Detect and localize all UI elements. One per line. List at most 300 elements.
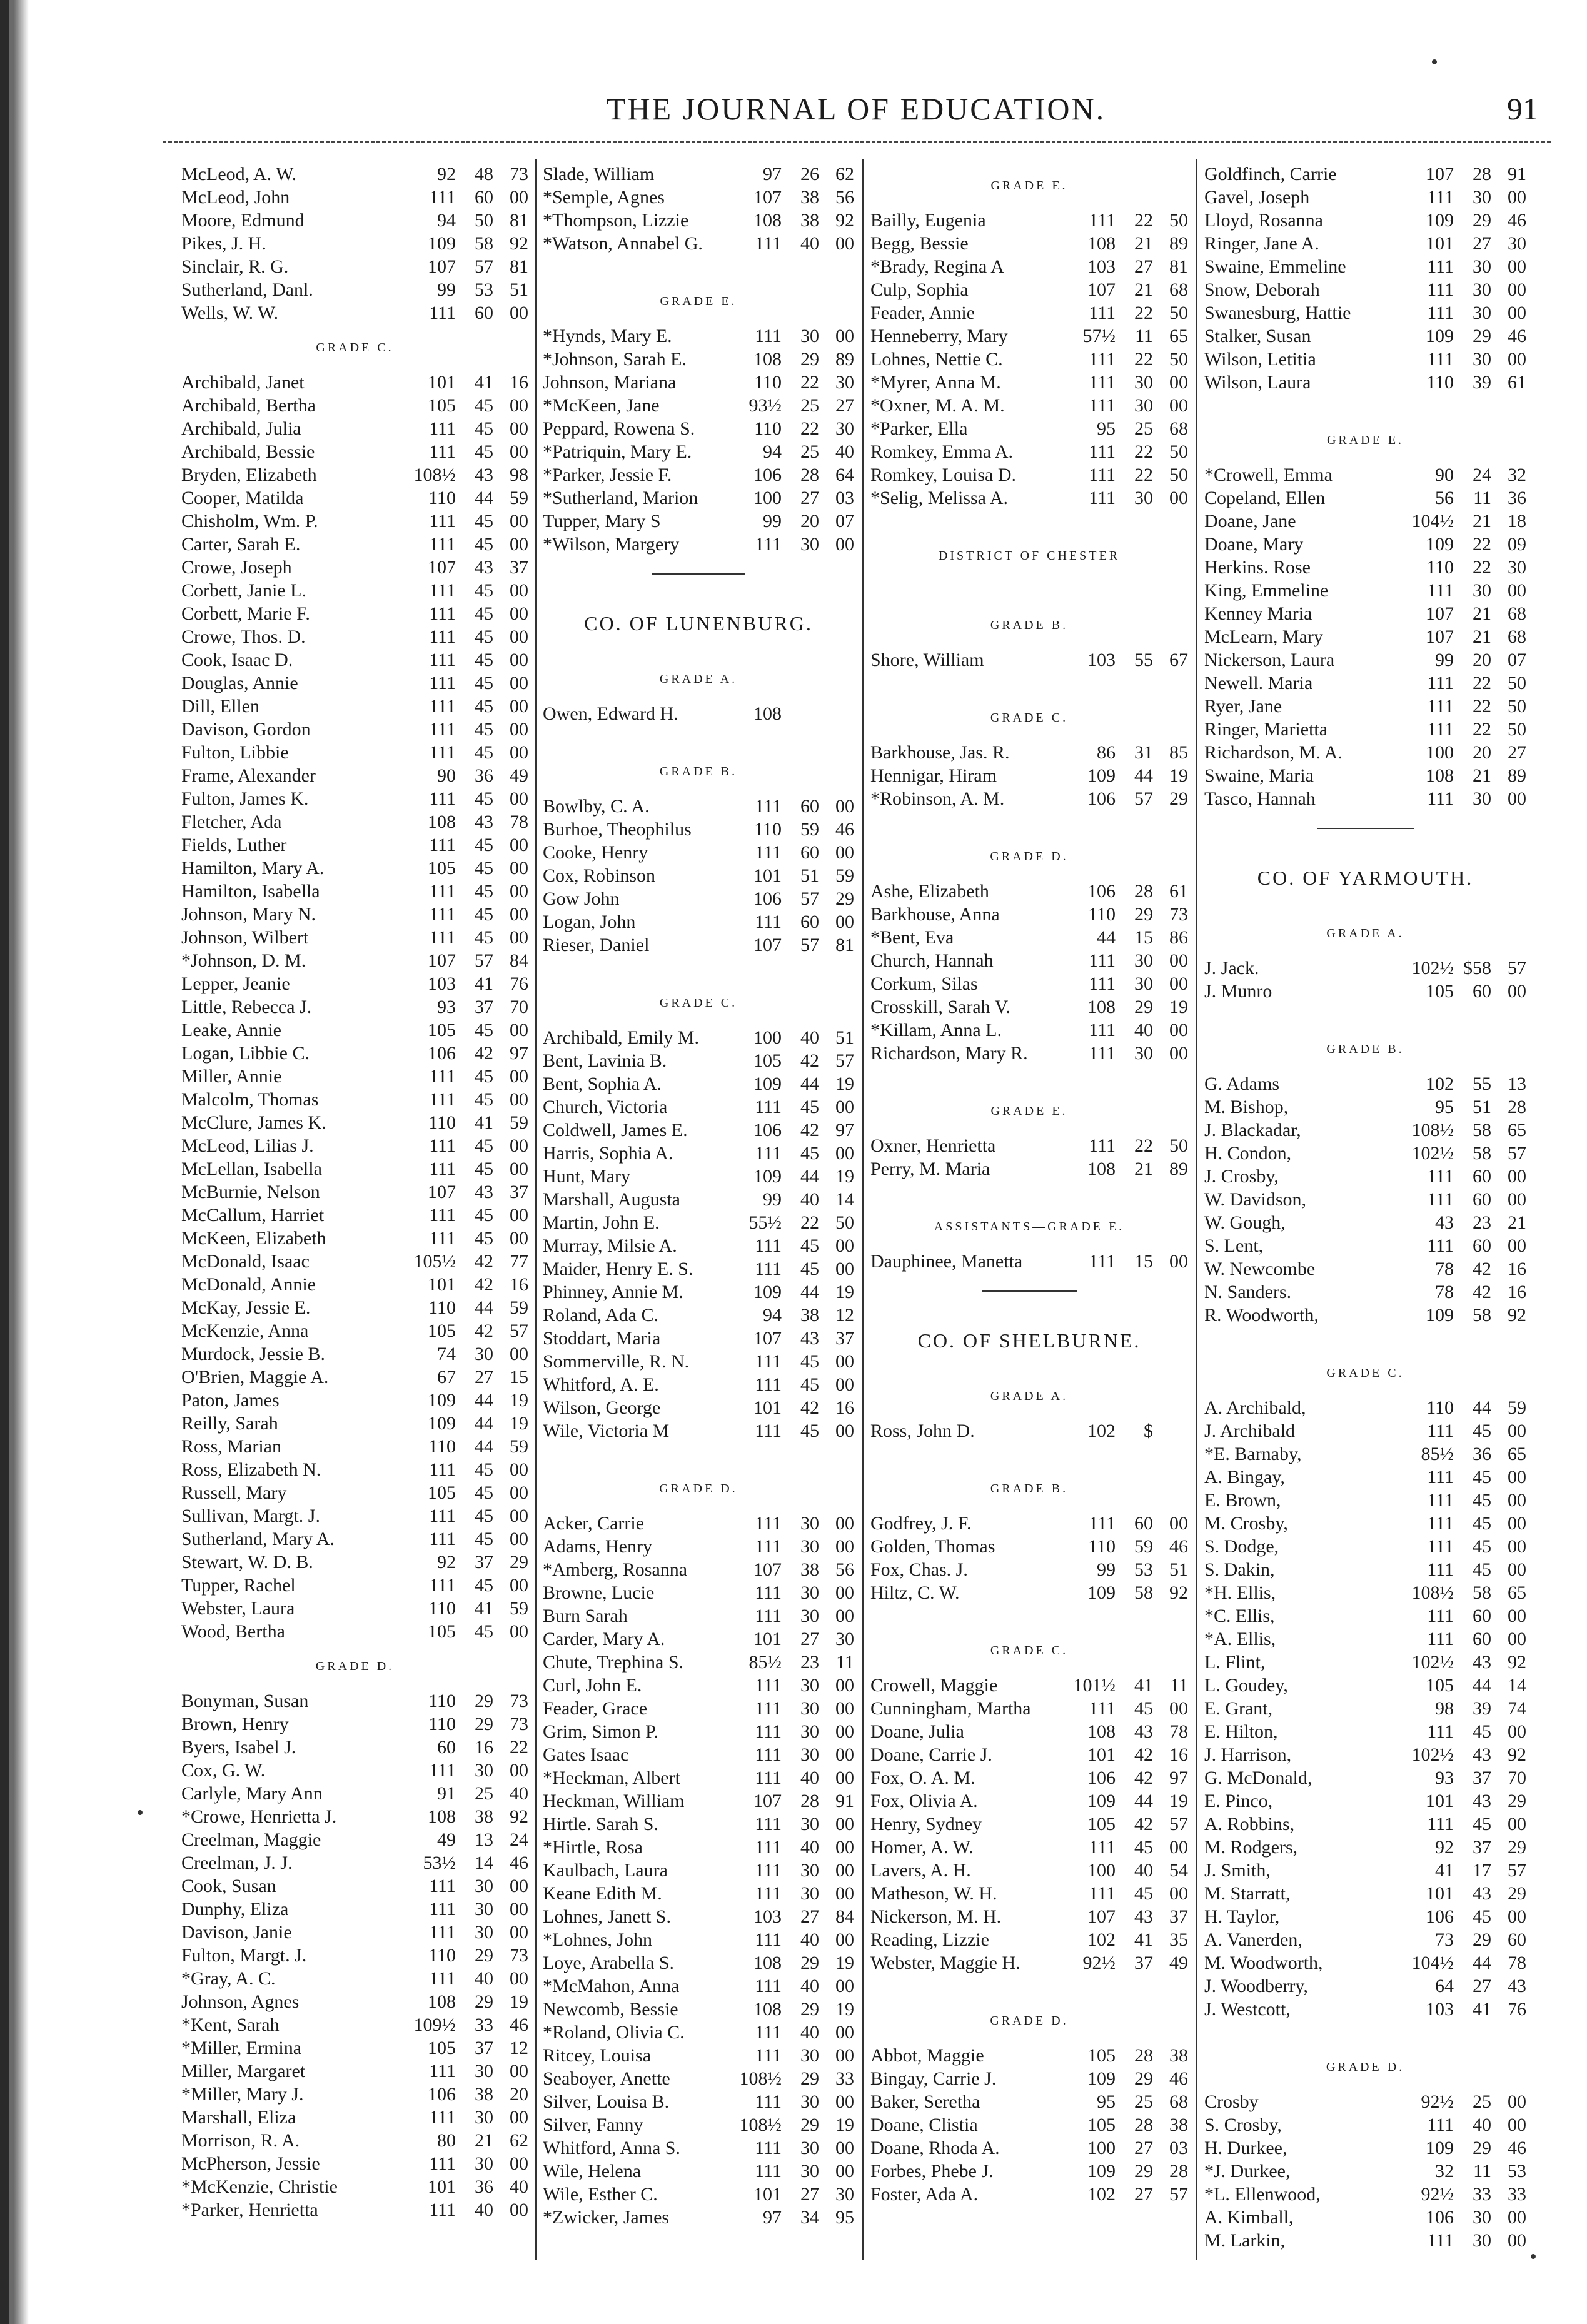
marks: 107 (428, 950, 456, 971)
grant-dollars: 29 (1473, 326, 1491, 346)
marks: 111 (755, 2138, 782, 2158)
student-name: Feader, Annie (870, 303, 975, 323)
list-item (181, 949, 528, 972)
grant-dollars: 45 (475, 1482, 493, 1503)
grant-dollars: 30 (800, 1513, 819, 1534)
grant-dollars: 29 (800, 349, 819, 370)
student-name: E. Grant, (1204, 1698, 1273, 1719)
grant-dollars: 15 (1134, 927, 1153, 948)
list-item (870, 2090, 1188, 2113)
student-name: *Parker, Ella (870, 418, 968, 439)
grant-dollars: 44 (475, 1297, 493, 1318)
grant-dollars: 22 (800, 1212, 819, 1233)
spacer (543, 725, 854, 748)
grant-cents: 32 (1508, 465, 1526, 485)
list-item (1204, 1257, 1526, 1280)
spacer (1204, 1003, 1526, 1026)
marks: 55½ (748, 1212, 782, 1233)
grant-cents: 00 (510, 673, 528, 693)
marks: 109 (1426, 326, 1454, 346)
student-name: *Patriquin, Mary E. (543, 441, 692, 462)
student-name: Richardson, Mary R. (870, 1043, 1028, 1064)
marks: 111 (429, 2061, 456, 2081)
marks: 85½ (748, 1652, 782, 1673)
grant-dollars: 20 (1473, 742, 1491, 763)
marks: 111 (429, 1529, 456, 1549)
marks: 106 (1087, 881, 1116, 902)
student-name: Dunphy, Eliza (181, 1899, 289, 1919)
student-name: Tasco, Hannah (1204, 788, 1316, 809)
grant-cents: 78 (510, 812, 528, 832)
marks: 100 (1426, 742, 1454, 763)
grant-dollars: 53 (1134, 1559, 1153, 1580)
student-name: Cox, G. W. (181, 1760, 266, 1781)
grant-dollars: 30 (1134, 395, 1153, 416)
grant-cents: 50 (835, 1212, 854, 1233)
student-name: Burn Sarah (543, 1606, 628, 1626)
grant-cents: 68 (1169, 279, 1188, 300)
list-item (181, 232, 528, 255)
student-name: Fox, Chas. J. (870, 1559, 968, 1580)
marks: 57½ (1082, 326, 1116, 346)
grant-dollars: 30 (800, 1606, 819, 1626)
student-name: Carder, Mary A. (543, 1629, 665, 1649)
list-item (1204, 1535, 1526, 1558)
grant-cents: 57 (1508, 958, 1526, 978)
list-item (1204, 579, 1526, 602)
marks: 106 (1426, 1906, 1454, 1927)
grant-cents: 00 (510, 534, 528, 555)
student-name: Douglas, Annie (181, 673, 298, 693)
grant-cents: 00 (835, 1582, 854, 1603)
student-name: J. Munro (1204, 981, 1272, 1002)
grade-heading: GRADE D. (1326, 2060, 1405, 2074)
marks: 111 (429, 511, 456, 531)
grant-cents: 46 (835, 819, 854, 840)
student-name: Hamilton, Isabella (181, 881, 320, 902)
grant-dollars: 30 (800, 1744, 819, 1765)
list-item (1204, 1512, 1526, 1535)
grant-dollars: 29 (1473, 2138, 1491, 2158)
grant-dollars: 45 (800, 1374, 819, 1395)
grant-dollars: 60 (475, 187, 493, 208)
list-item (1204, 556, 1526, 579)
grant-cents: 19 (1169, 1791, 1188, 1811)
list-item (870, 1789, 1188, 1813)
student-name: Burhoe, Theophilus (543, 819, 692, 840)
marks: 111 (755, 2091, 782, 2112)
grant-cents: 30 (835, 1629, 854, 1649)
grant-dollars: 59 (800, 819, 819, 840)
marks: 111 (755, 1976, 782, 1996)
marks: 111 (429, 1899, 456, 1919)
marks: 111 (429, 881, 456, 902)
list-item (181, 1319, 528, 1342)
spacer (870, 1974, 1188, 1998)
grant-dollars: 58 (1473, 1143, 1491, 1164)
grant-dollars: 41 (475, 1112, 493, 1133)
grant-cents: 73 (510, 164, 528, 184)
marks: 111 (755, 1582, 782, 1603)
marks: 105 (753, 1050, 782, 1071)
grant-cents: 00 (510, 2061, 528, 2081)
student-name: Newcomb, Bessie (543, 1999, 678, 2020)
list-item (1204, 1119, 1526, 1142)
grant-dollars: 24 (1473, 465, 1491, 485)
student-name: Ross, Marian (181, 1436, 281, 1457)
student-name: *Selig, Melissa A. (870, 488, 1009, 508)
grant-dollars: 45 (475, 673, 493, 693)
student-name: Keane Edith M. (543, 1883, 662, 1904)
student-name: Sutherland, Danl. (181, 279, 313, 300)
grade-heading: GRADE D. (315, 1659, 395, 1673)
grant-cents: 00 (835, 2161, 854, 2181)
grant-dollars: 45 (475, 441, 493, 462)
list-item (181, 1342, 528, 1366)
student-name: N. Sanders. (1204, 1282, 1292, 1302)
grant-cents: 13 (1508, 1074, 1526, 1094)
grant-dollars: 29 (475, 1691, 493, 1711)
marks: 111 (1089, 973, 1116, 994)
student-name: *Crowe, Henrietta J. (181, 1806, 337, 1827)
list-item (1204, 764, 1526, 787)
grant-dollars: 30 (1473, 2230, 1491, 2251)
grant-cents: 16 (1169, 1744, 1188, 1765)
grant-cents: 00 (835, 1097, 854, 1117)
list-item (1204, 463, 1526, 486)
student-name: W. Gough, (1204, 1212, 1286, 1233)
student-name: Carter, Sarah E. (181, 534, 301, 555)
marks: 103 (428, 973, 456, 994)
list-item (181, 1111, 528, 1134)
grant-dollars: 30 (800, 2091, 819, 2112)
marks: 106 (1087, 788, 1116, 809)
marks: 111 (429, 2200, 456, 2220)
student-name: Dill, Ellen (181, 696, 259, 717)
marks: 111 (1427, 1559, 1454, 1580)
grant-dollars: 42 (475, 1274, 493, 1295)
student-name: Grim, Simon P. (543, 1721, 659, 1742)
marks: 111 (1089, 1513, 1116, 1534)
grade-heading: GRADE E. (660, 294, 737, 308)
marks: 111 (1089, 1251, 1116, 1272)
grant-dollars: 30 (475, 2061, 493, 2081)
student-name: Bryden, Elizabeth (181, 465, 317, 485)
grant-cents: 00 (510, 1968, 528, 1989)
grant-cents: 00 (835, 1721, 854, 1742)
marks: 111 (755, 2045, 782, 2066)
student-name: *Killam, Anna L. (870, 1020, 1002, 1040)
grant-dollars: 45 (800, 1143, 819, 1164)
column-divider (862, 159, 864, 2260)
student-name: Kenney Maria (1204, 603, 1312, 624)
marks: 100 (1087, 1860, 1116, 1881)
grant-dollars: 21 (1134, 279, 1153, 300)
list-item (181, 833, 528, 857)
student-name: Swaine, Emmeline (1204, 256, 1346, 277)
grade-heading: GRADE E. (990, 179, 1068, 193)
marks: 111 (1427, 719, 1454, 740)
student-name: Shore, William (870, 650, 984, 670)
grant-dollars: 30 (1473, 2207, 1491, 2228)
student-name: Ringer, Marietta (1204, 719, 1328, 740)
student-name: Snow, Deborah (1204, 279, 1320, 300)
grant-dollars: 22 (1134, 210, 1153, 231)
marks: 102½ (1411, 1143, 1454, 1164)
marks: 111 (755, 1860, 782, 1881)
grant-cents: 27 (1508, 742, 1526, 763)
list-item (1204, 1211, 1526, 1234)
grant-dollars: 60 (800, 842, 819, 863)
student-name: Russell, Mary (181, 1482, 287, 1503)
student-name: Godfrey, J. F. (870, 1513, 972, 1534)
student-name: Corbett, Janie L. (181, 580, 306, 601)
grant-dollars: 27 (1134, 256, 1153, 277)
list-item (543, 910, 854, 933)
list-item (1204, 787, 1526, 810)
grant-dollars: 21 (475, 2130, 493, 2151)
marks: 111 (1427, 187, 1454, 208)
list-item (1204, 1905, 1526, 1928)
student-name: Stewart, W. D. B. (181, 1552, 313, 1572)
marks: 105 (428, 1621, 456, 1642)
marks: 100 (753, 1027, 782, 1048)
grant-cents: 00 (835, 2091, 854, 2112)
student-name: Swaine, Maria (1204, 765, 1314, 786)
grant-cents: 00 (1508, 1721, 1526, 1742)
ink-speck (138, 1810, 143, 1815)
student-name: Heckman, William (543, 1791, 685, 1811)
marks: 111 (1427, 303, 1454, 323)
column-3 (870, 163, 1188, 2206)
student-name: Leake, Annie (181, 1020, 281, 1040)
grant-cents: 00 (1508, 349, 1526, 370)
grant-cents: 00 (510, 1506, 528, 1526)
list-item (543, 1396, 854, 1419)
spacer (1204, 2021, 1526, 2044)
list-item (543, 1512, 854, 1535)
list-item (181, 2175, 528, 2198)
marks: 103 (1426, 1999, 1454, 2020)
grade-heading: GRADE A. (659, 672, 738, 686)
marks: 101 (753, 865, 782, 886)
list-item (1204, 2136, 1526, 2160)
student-name: Cunningham, Martha (870, 1698, 1031, 1719)
grant-dollars: 58 (1134, 1582, 1153, 1603)
marks: 111 (1427, 1513, 1454, 1534)
grant-cents: 00 (1508, 1536, 1526, 1557)
grant-dollars: 38 (800, 210, 819, 231)
marks: 111 (1089, 349, 1116, 370)
grade-heading: GRADE E. (1326, 433, 1404, 447)
list-item (1204, 602, 1526, 625)
student-name: A. Bingay, (1204, 1467, 1285, 1487)
student-name: Newell. Maria (1204, 673, 1313, 693)
grant-dollars: 44 (475, 488, 493, 508)
grant-dollars: 30 (1134, 488, 1153, 508)
student-name: Curl, John E. (543, 1675, 642, 1696)
student-name: Copeland, Ellen (1204, 488, 1326, 508)
grant-dollars: 42 (800, 1120, 819, 1140)
grant-cents: 00 (835, 2022, 854, 2043)
student-name: J. Archibald (1204, 1421, 1295, 1441)
student-name: *McMahon, Anna (543, 1976, 680, 1996)
student-name: Slade, William (543, 164, 655, 184)
student-name: M. Rodgers, (1204, 1837, 1298, 1858)
grant-dollars: 45 (800, 1421, 819, 1441)
student-name: Davison, Gordon (181, 719, 311, 740)
student-name: Matheson, W. H. (870, 1883, 997, 1904)
student-name: Doane, Jane (1204, 511, 1296, 531)
grant-dollars: 45 (1473, 1906, 1491, 1927)
grant-dollars: 38 (475, 1806, 493, 1827)
student-name: McKay, Jessie E. (181, 1297, 311, 1318)
list-item (543, 1280, 854, 1304)
marks: 93 (1435, 1768, 1454, 1788)
marks: 105 (1426, 981, 1454, 1002)
list-item (870, 972, 1188, 995)
list-item (543, 1188, 854, 1211)
marks: 108 (1426, 765, 1454, 786)
student-name: *Parker, Jessie F. (543, 465, 672, 485)
grant-dollars: 22 (800, 372, 819, 393)
grant-dollars: 37 (475, 2038, 493, 2058)
student-name: L. Flint, (1204, 1652, 1266, 1673)
grant-dollars: 40 (475, 1968, 493, 1989)
grant-dollars: 22 (1473, 557, 1491, 578)
marks: 110 (428, 488, 456, 508)
list-item (543, 348, 854, 371)
list-item (181, 1481, 528, 1504)
grant-cents: 00 (510, 1205, 528, 1225)
grant-dollars: 51 (800, 865, 819, 886)
student-name: Moore, Edmund (181, 210, 305, 231)
list-item (543, 1558, 854, 1581)
grant-cents: 33 (835, 2068, 854, 2089)
student-name: *Roland, Olivia C. (543, 2022, 685, 2043)
grant-cents: 14 (1508, 1675, 1526, 1696)
grant-cents: 00 (510, 650, 528, 670)
grant-cents: 00 (510, 1459, 528, 1480)
student-name: A. Archibald, (1204, 1397, 1306, 1418)
grant-dollars: 38 (800, 1559, 819, 1580)
list-item (543, 371, 854, 394)
grant-dollars: 27 (1134, 2138, 1153, 2158)
grant-cents: 00 (510, 1621, 528, 1642)
grant-cents: 40 (510, 1783, 528, 1804)
list-item (870, 903, 1188, 926)
list-item (543, 2067, 854, 2090)
grant-dollars: $ (1144, 1421, 1153, 1441)
list-item (181, 440, 528, 463)
grant-dollars: 30 (800, 1860, 819, 1881)
list-item (543, 1026, 854, 1049)
grant-cents (819, 702, 854, 725)
grant-cents: 09 (1508, 534, 1526, 555)
grade-heading: GRADE C. (990, 711, 1069, 725)
grant-cents: 36 (1508, 488, 1526, 508)
grant-dollars: 43 (475, 812, 493, 832)
grant-dollars: 42 (475, 1320, 493, 1341)
grant-dollars: 27 (800, 1906, 819, 1927)
grant-dollars: 21 (1473, 511, 1491, 531)
grant-dollars: 60 (1134, 1513, 1153, 1534)
list-item (870, 1859, 1188, 1882)
grant-dollars: 37 (1473, 1837, 1491, 1858)
grant-dollars: 38 (800, 1305, 819, 1325)
marks: 100 (1087, 2138, 1116, 2158)
list-item (1204, 1234, 1526, 1257)
grant-cents: 19 (510, 1991, 528, 2012)
marks: 90 (1435, 465, 1454, 485)
grant-cents: 46 (1508, 2138, 1526, 2158)
marks: 111 (1427, 279, 1454, 300)
list-item (870, 1512, 1188, 1535)
list-item (181, 1019, 528, 1042)
marks: 111 (1427, 1814, 1454, 1834)
grant-cents: 00 (510, 395, 528, 416)
student-name: Browne, Lucie (543, 1582, 655, 1603)
grant-cents: 35 (1169, 1929, 1188, 1950)
marks: 105 (428, 1482, 456, 1503)
list-item (1204, 718, 1526, 741)
list-item (1204, 2160, 1526, 2183)
grant-cents: 00 (835, 2045, 854, 2066)
grant-cents: 81 (835, 935, 854, 955)
grant-cents: 00 (510, 881, 528, 902)
student-name: Adams, Henry (543, 1536, 652, 1557)
student-name: *Myrer, Anna M. (870, 372, 1001, 393)
grant-dollars: 45 (1473, 1421, 1491, 1441)
grant-cents: 00 (835, 1143, 854, 1164)
grant-dollars: 29 (1134, 904, 1153, 925)
grant-dollars: 25 (800, 441, 819, 462)
student-name: S. Crosby, (1204, 2115, 1282, 2135)
marks: 105 (1087, 2045, 1116, 2066)
marks: 109 (1087, 1791, 1116, 1811)
grant-dollars: 45 (475, 1089, 493, 1110)
list-item (1204, 648, 1526, 672)
grant-dollars: 26 (800, 164, 819, 184)
list-item (1204, 1466, 1526, 1489)
list-item (543, 1119, 854, 1142)
list-item (1204, 486, 1526, 510)
grant-dollars: 44 (1473, 1397, 1491, 1418)
student-name: King, Emmeline (1204, 580, 1329, 601)
student-name: *Lohnes, John (543, 1929, 652, 1950)
list-item (543, 1905, 854, 1928)
grant-dollars: 44 (1473, 1953, 1491, 1973)
list-item (1204, 1558, 1526, 1581)
grant-cents: 50 (1508, 673, 1526, 693)
marks: 107 (1426, 603, 1454, 624)
marks: 111 (429, 1506, 456, 1526)
list-item (543, 1766, 854, 1789)
student-name: Seaboyer, Anette (543, 2068, 670, 2089)
list-item (181, 764, 528, 787)
marks: 111 (755, 1814, 782, 1834)
section-divider (543, 556, 854, 591)
student-name: Cook, Susan (181, 1876, 276, 1896)
grant-cents: 24 (510, 1829, 528, 1850)
marks: 110 (428, 1436, 456, 1457)
grant-dollars: 45 (475, 1205, 493, 1225)
student-name: Wood, Bertha (181, 1621, 285, 1642)
list-item (543, 1813, 854, 1836)
grant-cents: 00 (835, 1536, 854, 1557)
student-name: Murdock, Jessie B. (181, 1344, 325, 1364)
list-item (543, 394, 854, 417)
